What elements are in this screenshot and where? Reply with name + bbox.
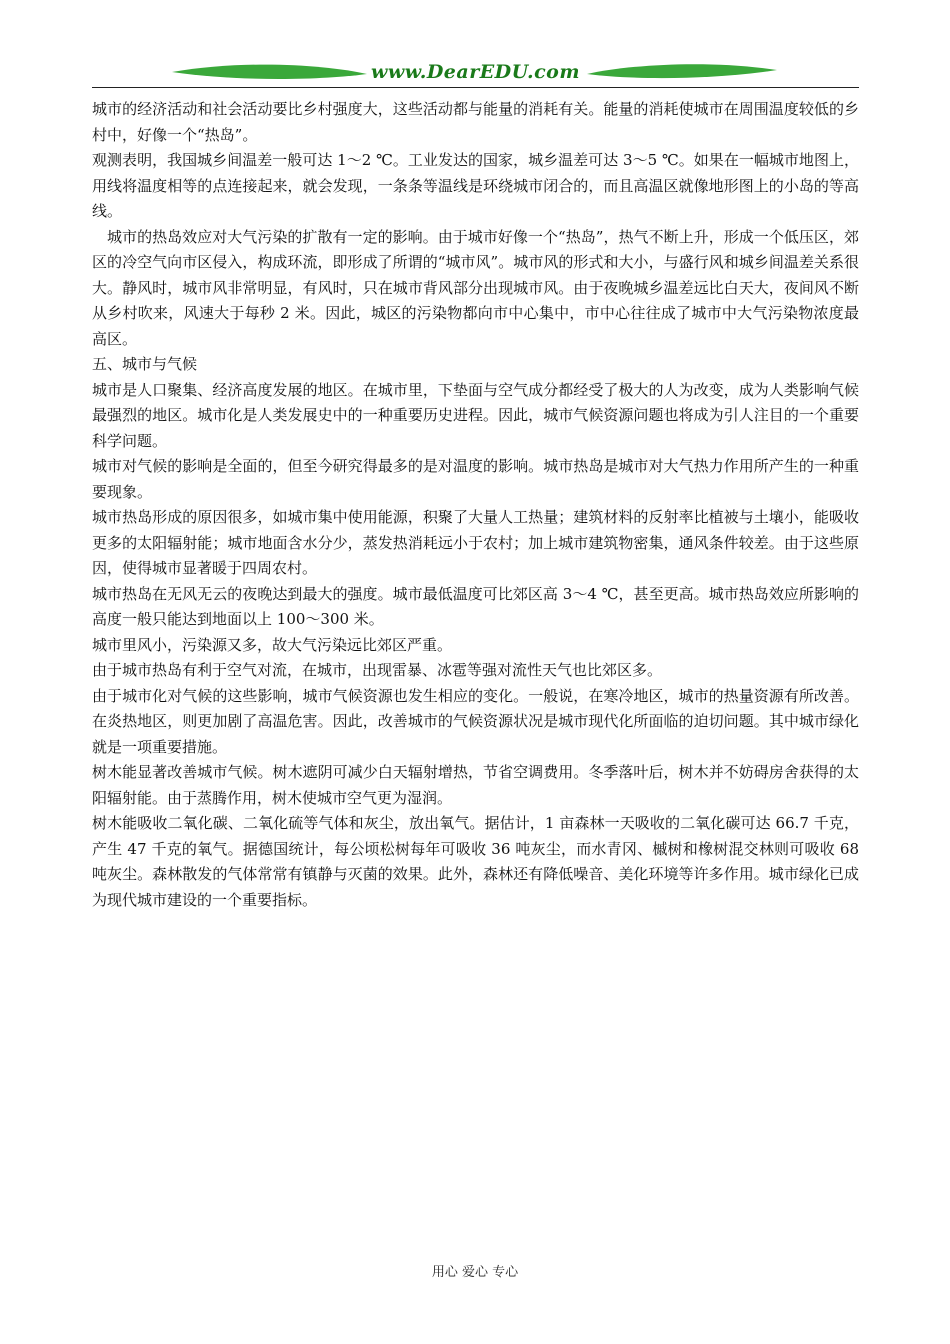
header-divider	[92, 87, 859, 88]
paragraph-climate-resources: 由于城市化对气候的这些影响，城市气候资源也发生相应的变化。一般说，在寒冷地区，城市的热量资源有所改善。在炎热地区，则更加剧了高温危害。因此，改善城市的气候资源状况是城市现代化所面临的迫切问题。其中城市绿化就是一项重要措施。	[92, 686, 859, 756]
section-heading-city-climate: 五、城市与气候	[92, 355, 198, 373]
paragraph-forest-benefits: 树木能吸收二氧化碳、二氧化硫等气体和灰尘，放出氧气。据估计，1 亩森林一天吸收的二氧化碳可达 66.7 千克，产生 47 千克的氧气。据德国统计，每公顷松树每年可吸收 36 吨灰尘，而水青冈、槭树和橡树混交林则可吸收 68 吨灰尘。森林散发的气体常常有镇静与灭菌的效果。此外，森林还有降低噪音、美化环境等许多作用。城市绿化已成为现代城市建设的一个重要指标。	[92, 814, 859, 909]
paragraph-convective-weather: 由于城市热岛有利于空气对流，在城市，出现雷暴、冰雹等强对流性天气也比郊区多。	[92, 661, 663, 679]
paragraph-air-pollution: 城市里风小，污染源又多，故大气污染远比郊区严重。	[92, 635, 453, 654]
paragraph-temperature-difference: 观测表明，我国城乡间温差一般可达 1～2 ℃。工业发达的国家，城乡温差可达 3～5 ℃。如果在一幅城市地图上，用线将温度相等的点连接起来，就会发现，一条条等温线是环绕城市闭合的，而且高温区就像地形图上的小岛的等高线。	[92, 151, 859, 220]
paragraph-trees-climate: 树木能显著改善城市气候。树木遮阴可减少白天辐射增热，节省空调费用。冬季落叶后，树木并不妨碍房舍获得的太阳辐射能。由于蒸腾作用，树木使城市空气更为湿润。	[92, 763, 859, 807]
header-logo-text[interactable]: www.DearEDU.com	[371, 61, 580, 83]
page-footer: 用心 爱心 专心	[431, 1265, 519, 1280]
paragraph-urbanization: 城市是人口聚集、经济高度发展的地区。在城市里，下垫面与空气成分都经受了极大的人为改变，成为人类影响气候最强烈的地区。城市化是人类发展史中的一种重要历史进程。因此，城市气候资源问题也将成为引人注目的一个重要科学问题。	[92, 380, 859, 450]
paragraph-heat-island-causes: 城市热岛形成的原因很多，如城市集中使用能源，积聚了大量人工热量；建筑材料的反射率比植被与土壤小，能吸收更多的太阳辐射能；城市地面含水分少，蒸发热消耗远小于农村；加上城市建筑物密集，通风条件较差。由于这些原因，使得城市显著暖于四周农村。	[92, 508, 859, 577]
paragraph-heat-island-intensity: 城市热岛在无风无云的夜晚达到最大的强度。城市最低温度可比郊区高 3～4 ℃，甚至更高。城市热岛效应所影响的高度一般只能达到地面以上 100～300 米。	[92, 584, 859, 628]
paragraph-temperature-impact: 城市对气候的影响是全面的，但至今研究得最多的是对温度的影响。城市热岛是城市对大气热力作用所产生的一种重要现象。	[92, 457, 859, 501]
paragraph-city-wind: 城市的热岛效应对大气污染的扩散有一定的影响。由于城市好像一个“热岛”，热气不断上升，形成一个低压区，郊区的冷空气向市区侵入，构成环流，即形成了所谓的“城市风”。城市风的形式和大小，与盛行风和城乡间温差关系很大。静风时，城市风非常明显，有风时，只在城市背风部分出现城市风。由于夜晚城乡温差远比白天大，夜间风不断从乡村吹来，风速大于每秒 2 米。因此，城区的污染物都向市中心集中，市中心往往成了城市中大气污染物浓度最高区。	[92, 227, 859, 348]
document-body	[92, 97, 859, 913]
page-header	[92, 58, 859, 90]
paragraph-heat-island-intro: 城市的经济活动和社会活动要比乡村强度大，这些活动都与能量的消耗有关。能量的消耗使城市在周围温度较低的乡村中，好像一个“热岛”。	[92, 100, 859, 144]
